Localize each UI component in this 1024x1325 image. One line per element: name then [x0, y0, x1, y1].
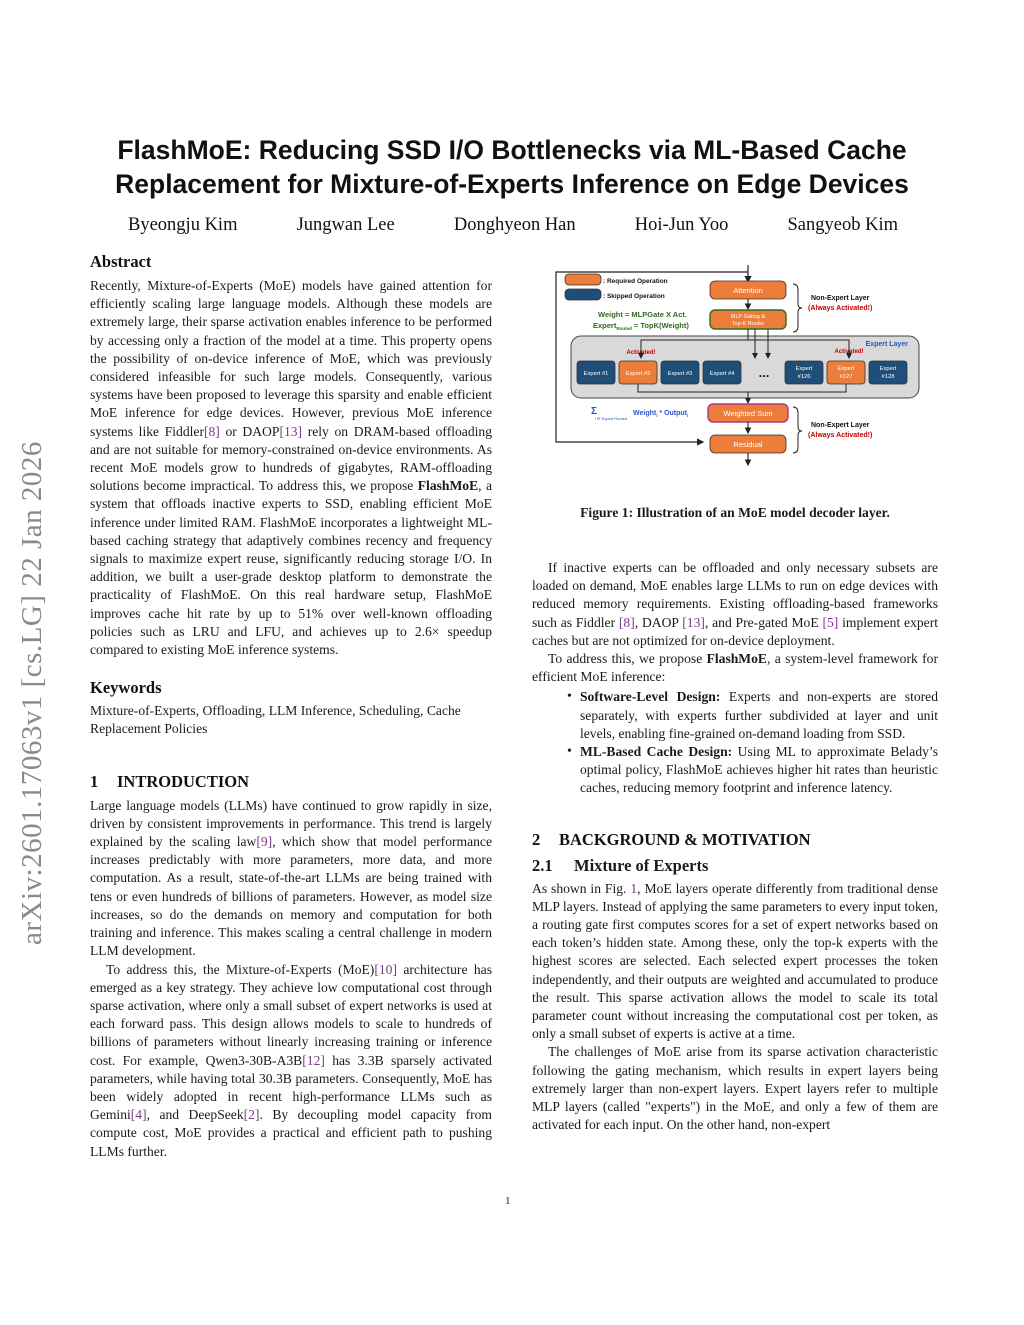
body-paragraph: To address this, we propose FlashMoE, a system-level framework for efficient MoE inference: — [532, 651, 938, 685]
expert-block — [869, 361, 907, 384]
svg-text:Top-K Router: Top-K Router — [731, 321, 765, 327]
svg-text:(Always Activated!): (Always Activated!) — [808, 305, 873, 312]
legend-required-label: : Required Operation — [603, 278, 668, 285]
figure-caption: Figure 1: Illustration of an MoE model decoder layer. — [580, 505, 890, 520]
legend-skipped-swatch — [565, 289, 601, 300]
citation-link[interactable]: [5] — [822, 614, 839, 630]
intro-paragraph: Large language models (LLMs) have continued to grow rapidly in size, driven by consistent improvements in performance. This trend is largely explained by the scaling law[9], which show that model performance increases predictably with more parameters, more data, and more computation. As a result, state-of-the-art LLMs are being trained with tens or even hundreds of billions of parameters. However, as model size increases, so do the demands on memory and computation for both training and inference. This makes scaling a central challenge in modern LLM development. — [90, 797, 492, 959]
svg-text:Expert #3: Expert #3 — [667, 371, 693, 377]
svg-text:Non-Expert Layer: Non-Expert Layer — [811, 422, 870, 429]
svg-text:#127: #127 — [839, 374, 853, 380]
intro-paragraph: To address this, the Mixture-of-Experts (MoE)[10] architecture has emerged as a key strategy. They achieve low computational cost through sparse activation, where only a small subset of expert networks is used at each forward pass. This design allows models to scale to hundreds of billions of parameters without linearly increasing training or inference cost. For example, Qwen3-30B-A3B[12] has 3.3B sparsely activated parameters, while having total 30.3B parameters. Consequently, MoE has been widely adopted in recent high-performance LLMs such as Gemini[4], and DeepSeek[2]. By decoupling model capacity from compute cost, MoE provides a practical and efficient path to pushing LLMs further. — [90, 961, 492, 1159]
routing-equation: Expert$_{Routed}$ = TopK(Weight) — [593, 321, 689, 331]
contribution-list — [532, 688, 938, 797]
figure-link[interactable]: 1 — [630, 880, 638, 896]
moe-decoder-diagram — [553, 262, 938, 467]
arxiv-identifier: arXiv:2601.17063v1 [cs.LG] 22 Jan 2026 — [16, 441, 48, 945]
left-column — [90, 251, 492, 1161]
expert-layer-label: Expert Layer — [865, 341, 908, 348]
svg-text:(Always Activated!): (Always Activated!) — [808, 432, 873, 439]
citation-link[interactable]: [13] — [682, 614, 705, 630]
keywords-heading: Keywords — [90, 678, 162, 698]
author: Sangyeob Kim — [787, 215, 898, 235]
svg-text:Expert #4: Expert #4 — [709, 371, 735, 377]
weight-equation: Weight = MLPGate X Act. — [598, 310, 687, 319]
list-item: • Software-Level Design: Experts and non-experts are stored separately, with experts further subdivided at layer and unit levels, enabling fine-grained on-demand loading from SSD. — [580, 688, 938, 743]
section-heading: 2 BACKGROUND & MOTIVATION — [532, 829, 811, 849]
sum-formula: Weight$_i$ * Output$_i$ — [633, 410, 689, 418]
activated-label: Activated! — [626, 350, 656, 356]
attention-label: Attention — [733, 286, 763, 295]
paper-title — [80, 133, 944, 201]
svg-text:#128: #128 — [881, 374, 895, 380]
svg-text:Expert: Expert — [837, 366, 855, 372]
citation-link[interactable]: [2] — [243, 1107, 260, 1123]
svg-text:Weighted Sum: Weighted Sum — [723, 409, 773, 418]
body-paragraph: If inactive experts can be offloaded and only necessary subsets are loaded on demand, MoE enables large LLMs to run on edge devices with reduced memory requirements. Existing offloading-based frameworks such as Fiddler [8], DAOP [13], and Pre-gated MoE [5] implement expert caches but are not optimized for on-device deployment. — [532, 560, 938, 648]
right-column — [532, 559, 938, 1134]
svg-text:#126: #126 — [797, 374, 811, 380]
expert-block-activated — [827, 361, 865, 384]
svg-text:MLP Gating &: MLP Gating & — [730, 314, 766, 320]
author: Byeongju Kim — [128, 215, 238, 235]
keywords-text: Mixture-of-Experts, Offloading, LLM Inference, Scheduling, Cache Replacement Policies — [90, 703, 461, 737]
svg-text:Expert #2: Expert #2 — [625, 371, 651, 377]
legend-skipped-label: : Skipped Operation — [603, 293, 665, 300]
svg-text:Expert: Expert — [879, 366, 897, 372]
svg-text:i ∈ Expert Routed: i ∈ Expert Routed — [595, 416, 628, 421]
citation-link[interactable]: [13] — [279, 423, 303, 439]
ellipsis: ... — [758, 365, 770, 380]
svg-text:Expert #1: Expert #1 — [583, 371, 609, 377]
activated-label: Activated! — [834, 349, 864, 355]
citation-link[interactable]: [10] — [374, 961, 397, 977]
citation-link[interactable]: [9] — [256, 834, 273, 850]
abstract-text: Recently, Mixture-of-Experts (MoE) models have gained attention for efficiently scaling large language models. Although these models are extremely large, their sparse activation enables inference to be performed by accessing only a fraction of the model at a time. This property opens the possibility of on-device inference of MoE, which was previously considered infeasible for such large models. Consequently, various systems have been proposed to leverage this sparsity and enable efficient MoE inference for edge devices. However, previous MoE inference systems like Fiddler[8] or DAOP[13] rely on DRAM-based offloading and are not suitable for memory-constrained on-device environments. As recent MoE models grow to hundreds of gigabytes, RAM-offloading solutions become impractical. To address this, we propose FlashMoE, a system that offloads inactive experts to SSD, enabling efficient MoE inference under limited RAM. FlashMoE incorporates a lightweight ML-based caching strategy that adaptively combines recency and frequency signals to maximize expert reuse, significantly reducing storage I/O. In addition, we built a user-grade desktop platform to demonstrate the practicality of FlashMoE. On this real hardware setup, FlashMoE improves cache hit rate by up to 51% over well-known offloading policies such as LRU and LFU, and achieves up to 2.6× speedup compared to existing MoE inference systems. — [90, 278, 492, 658]
body-paragraph: The challenges of MoE arise from its sparse activation characteristic following the gating mechanism, which results in expert layers being extremely larger than non-expert layers. Expert layers refer to multiple MLP layers (called "experts") in the MoE, and only a few of them are activated for each input. On the other hand, non-expert — [532, 1044, 938, 1133]
citation-link[interactable]: [12] — [302, 1052, 325, 1068]
section-heading: 1 INTRODUCTION — [90, 771, 250, 791]
author-list — [90, 215, 936, 236]
author: Hoi-Jun Yoo — [634, 215, 729, 235]
body-paragraph: As shown in Fig. 1, MoE layers operate differently from traditional dense MLP layers. Instead of applying the same parameters to every input token, a routing gate first computes scores for a set of expert networks based on each token’s hidden state. Among these, only the top-k experts with the highest scores are selected. Each selected expert processes the token independently, and their outputs are weighted and accumulated to produce the result. This sparse activation allows the model to scale its total parameter count without increasing the computational cost per token, as only a small subset of experts is active at a time. — [532, 880, 938, 1042]
author: Jungwan Lee — [296, 215, 395, 235]
title-line-1: FlashMoE: Reducing SSD I/O Bottlenecks via ML-Based Cache — [117, 135, 907, 165]
svg-text:Expert: Expert — [795, 366, 813, 372]
abstract-heading: Abstract — [90, 252, 152, 271]
citation-link[interactable]: [4] — [130, 1107, 147, 1123]
subsection-heading: 2.1 Mixture of Experts — [532, 855, 709, 875]
citation-link[interactable]: [8] — [203, 423, 220, 439]
title-line-2: Replacement for Mixture-of-Experts Inference on Edge Devices — [115, 169, 909, 199]
author: Donghyeon Han — [453, 215, 576, 235]
svg-text:Non-Expert Layer: Non-Expert Layer — [811, 295, 870, 302]
page-number: 1 — [505, 1195, 511, 1207]
sum-symbol: Σ — [591, 406, 598, 417]
citation-link[interactable]: [8] — [618, 614, 635, 630]
svg-text:Residual: Residual — [733, 440, 763, 449]
list-item: • ML-Based Cache Design: Using ML to approximate Belady’s optimal policy, FlashMoE achieves higher hit rates than heuristic caches, reducing memory footprint and inference latency. — [580, 743, 938, 798]
legend-required-swatch — [565, 274, 601, 285]
expert-block — [785, 361, 823, 384]
